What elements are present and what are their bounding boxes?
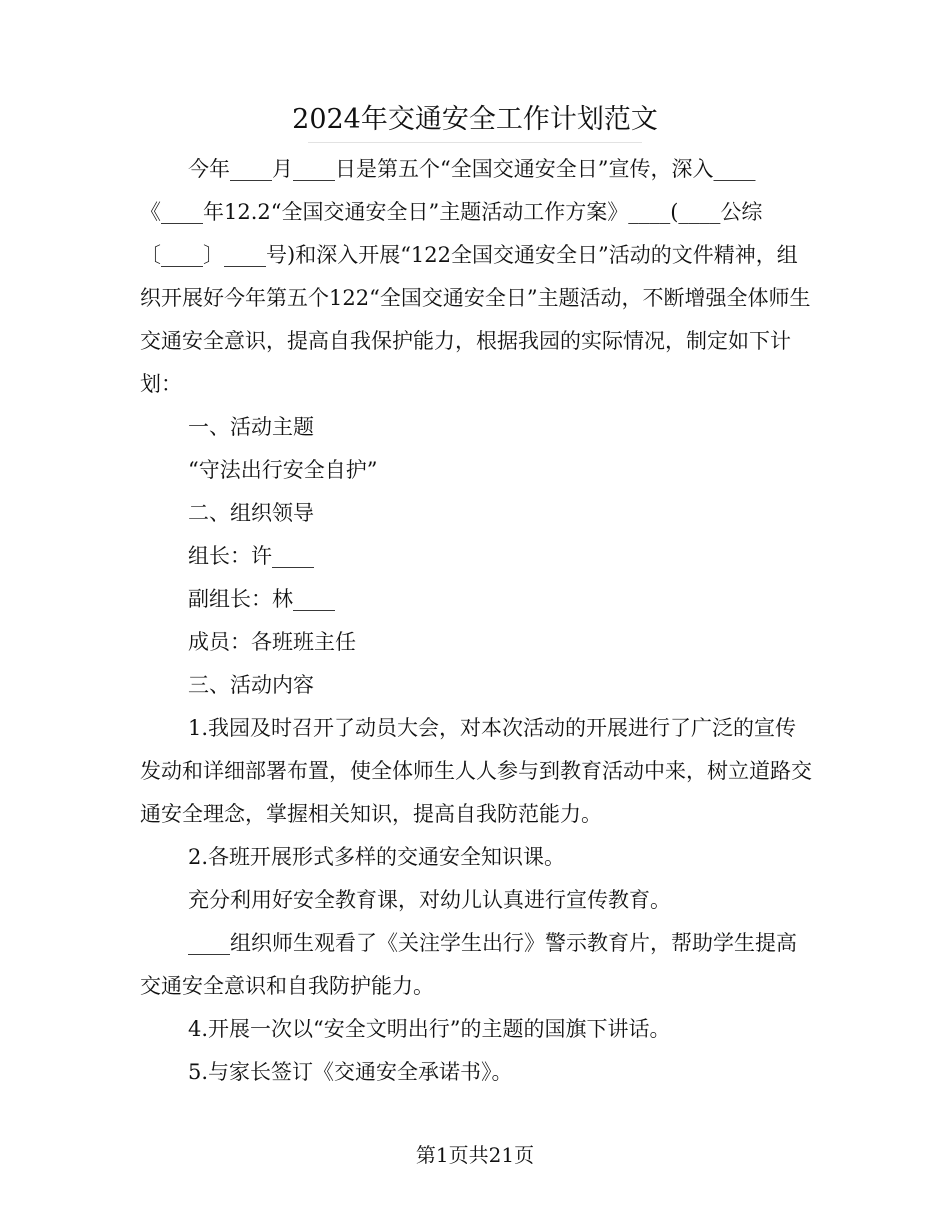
page-number-footer: 第1页共21页 xyxy=(415,1143,535,1167)
paragraph-item-2: 2.各班开展形式多样的交通安全知识课。 xyxy=(188,845,566,869)
paragraph-theme: “守法出行安全自护” xyxy=(188,458,378,482)
document-title: 2024年交通安全工作计划范文 xyxy=(292,104,658,135)
title-underline xyxy=(308,142,642,143)
paragraph-item-1: 1.我园及时召开了动员大会，对本次活动的开展进行了广泛的宣传发动和详细部署布置，使全体师生人人参与到教育活动中来，树立道路交通安全理念，掌握相关知识，提高自我防范能力。 xyxy=(140,716,812,826)
paragraph-item-5: 5.与家长签订《交通安全承诺书》。 xyxy=(188,1060,513,1084)
paragraph-item-2-detail: 充分利用好安全教育课，对幼儿认真进行宣传教育。 xyxy=(188,888,671,912)
paragraph-item-4: 4.开展一次以“安全文明出行”的主题的国旗下讲话。 xyxy=(188,1017,671,1041)
document-body xyxy=(140,148,812,1094)
heading-activity-theme: 一、活动主题 xyxy=(188,415,314,439)
paragraph-leader: 组长：许____ xyxy=(188,544,314,568)
paragraph-members: 成员：各班班主任 xyxy=(188,630,356,654)
heading-activity-content: 三、活动内容 xyxy=(188,673,314,697)
paragraph-deputy-leader: 副组长：林____ xyxy=(188,587,335,611)
paragraph-item-3: ____组织师生观看了《关注学生出行》警示教育片，帮助学生提高交通安全意识和自我防护能力。 xyxy=(140,931,797,998)
paragraph-intro: 今年____月____日是第五个“全国交通安全日”宣传，深入____《____年12.2“全国交通安全日”主题活动工作方案》____(____公综〔____〕____号)和深入开展“122全国交通安全日”活动的文件精神，组织开展好今年第五个122“全国交通安全日”主题活动，不断增强全体师生交通安全意识，提高自我保护能力，根据我园的实际情况，制定如下计划： xyxy=(140,157,811,396)
heading-organization: 二、组织领导 xyxy=(188,501,314,525)
